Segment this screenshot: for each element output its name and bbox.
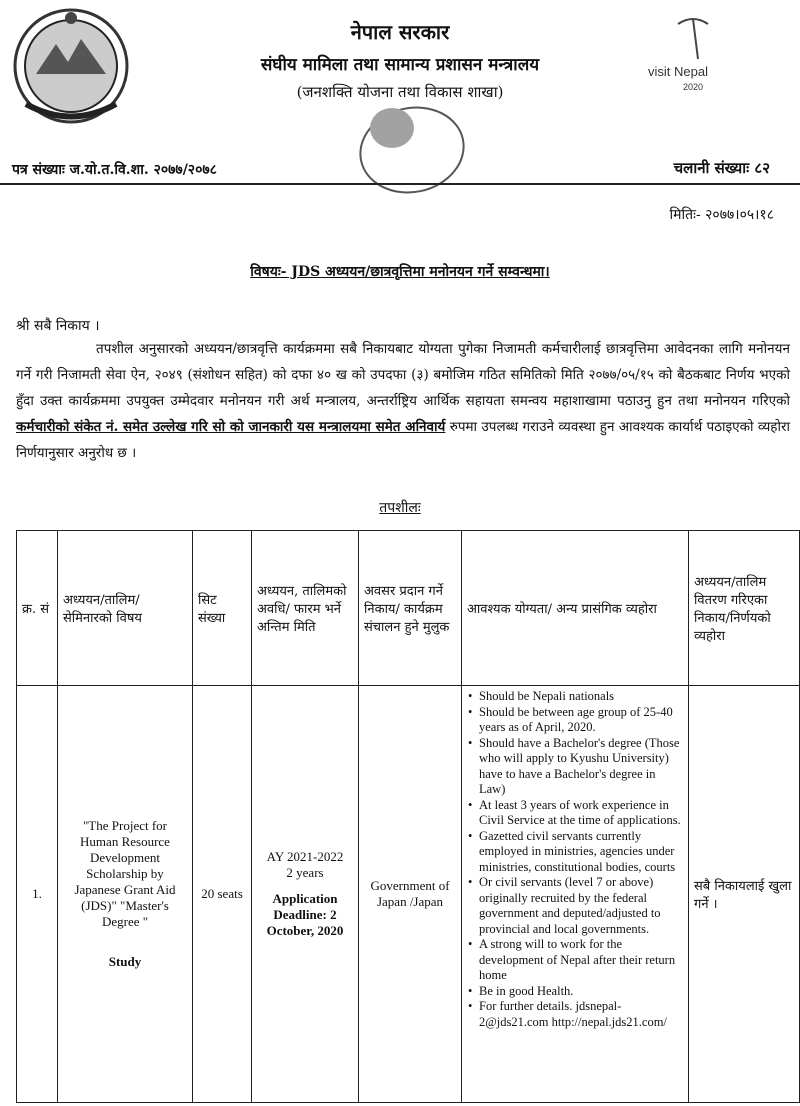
list-item: • Gazetted civil servants currently employed in ministries, agencies under ministries, constitutional bodies, courts <box>479 829 683 876</box>
svg-text:2020: 2020 <box>683 82 704 92</box>
header-divider <box>0 183 800 185</box>
col-header-qualification: आवश्यक योग्यता/ अन्य प्रासंगिक व्यहोरा <box>462 531 689 686</box>
patra-sankhya: पत्र संख्याः ज.यो.त.वि.शा. २०७७/२०७८ <box>12 162 217 178</box>
row-qualifications-cell <box>462 686 689 1103</box>
list-item: • Should have a Bachelor's degree (Those who will apply to Kyushu University) have to have a Bachelor's degree in Law) <box>479 736 683 798</box>
col-header-distribution: अध्ययन/तालिम वितरण गरिएका निकाय/निर्णयको व्यहोरा <box>689 531 800 686</box>
chalani-sankhya: चलानी संख्याः ८२ <box>673 159 770 177</box>
body-part2: रुपमा उपलब्ध गराउने व्यवस्था हुन आवश्यक कार्यार्थ पठाइएको व्यहोरा निर्णयानुसार अनुरोध छ । <box>16 419 790 461</box>
header-line3: (जनशक्ति योजना तथा विकास शाखा) <box>296 83 504 101</box>
office-stamp <box>352 100 472 200</box>
details-table <box>16 530 800 1103</box>
subject-line: विषयः- JDS अध्ययन/छात्रवृत्तिमा मनोनयन गर्ने सम्वन्धमा। <box>250 264 550 280</box>
table-row <box>17 686 800 1103</box>
row-years: 2 years <box>286 865 324 880</box>
tapshil-heading: तपशीलः <box>379 500 421 516</box>
row-distribution: सबै निकायलाई खुला गर्ने । <box>689 686 800 1103</box>
list-item: • At least 3 years of work experience in Civil Service at the time of applications. <box>479 798 683 829</box>
body-underlined: कर्मचारीको संकेत नं. समेत उल्लेख गरि सो को जानकारी यस मन्त्रालयमा समेत अनिवार्य <box>16 419 446 435</box>
col-header-subject: अध्ययन/तालिम/ सेमिनारको विषय <box>58 531 193 686</box>
col-header-duration: अध्ययन, तालिमको अवधि/ फारम भर्ने अन्तिम मिति <box>252 531 359 686</box>
col-header-sn: क्र. सं <box>17 531 58 686</box>
row-deadline: Application Deadline: 2 October, 2020 <box>266 891 344 938</box>
col-header-seats: सिट संख्या <box>193 531 252 686</box>
date: मितिः- २०७७।०५।१८ <box>669 207 774 223</box>
row-subject: "The Project for Human Resource Development Scholarship by Japanese Grant Aid (JDS)" "Master's Degree " <box>74 818 176 929</box>
header-line2: संघीय मामिला तथा सामान्य प्रशासन मन्त्रालय <box>260 55 540 75</box>
list-item: • Be in good Health. <box>479 984 683 1000</box>
letter-body <box>16 336 790 466</box>
row-seats: 20 seats <box>193 686 252 1103</box>
list-item: • Should be Nepali nationals <box>479 689 683 705</box>
list-item: • A strong will to work for the development of Nepal after their return home <box>479 937 683 984</box>
row-duration-cell <box>252 686 359 1103</box>
svg-text:visit Nepal: visit Nepal <box>648 64 708 79</box>
row-subject-cell <box>58 686 193 1103</box>
row-sn: 1. <box>17 686 58 1103</box>
header-line1: नेपाल सरकार <box>350 20 450 44</box>
table-header-row <box>17 531 800 686</box>
list-item: • Or civil servants (level 7 or above) originally recruited by the federal government and deputed/adjusted to provincial and local governments. <box>479 875 683 937</box>
salutation: श्री सबै निकाय । <box>16 318 100 334</box>
row-subject-type: Study <box>108 954 142 969</box>
col-header-provider: अवसर प्रदान गर्ने निकाय/ कार्यक्रम संचालन हुने मुलुक <box>359 531 462 686</box>
list-item: • For further details. jdsnepal-2@jds21.com http://nepal.jds21.com/ <box>479 999 683 1030</box>
qualification-list <box>467 689 683 1030</box>
row-provider: Government of Japan /Japan <box>359 686 462 1103</box>
body-part1: तपशील अनुसारको अध्ययन/छात्रवृत्ति कार्यक्रममा सबै निकायबाट योग्यता पुगेका निजामती कर्मचारीलाई छात्रवृत्तिमा आवेदनका लागि मनोनयन गर्ने गरी निजामती सेवा ऐन, २०४९ (संशोधन सहित) को दफा ४० ख को उपदफा (३) बमोजिम गठित समितिको मिति २०७७/०५/१५ को बैठकबाट निर्णय भएको हुँदा उक्त कार्यक्रममा उपयुक्त उम्मेदवार मनोनयन गरी अर्थ मन्त्रालय, अन्तर्राष्ट्रिय आर्थिक सहायता समन्वय महाशाखामा पठाउनु हुन तथा मनोनयन गरिएको <box>16 341 790 409</box>
list-item: • Should be between age group of 25-40 years as of April, 2020. <box>479 705 683 736</box>
row-duration: AY 2021-2022 <box>266 849 344 864</box>
